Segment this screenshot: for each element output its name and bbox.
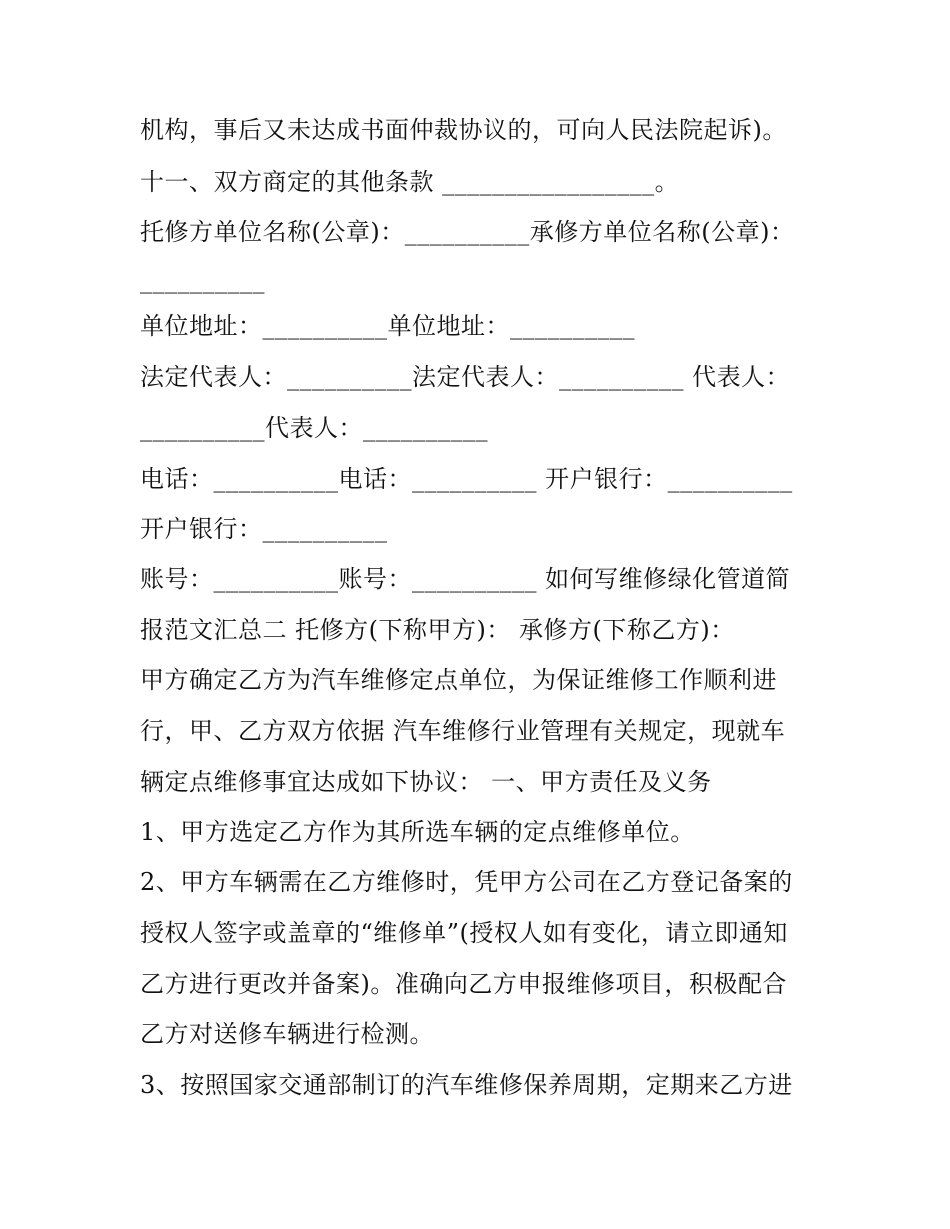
text-line: 辆定点维修事宜达成如下协议： 一、甲方责任及义务 — [140, 768, 712, 796]
text-line: 授权人签字或盖章的“维修单”(授权人如有变化，请立即通知 — [140, 919, 788, 947]
text-line: 账号：__________账号：__________ 如何写维修绿化管道简 — [140, 565, 791, 593]
text-line: 乙方对送修车辆进行检测。 — [140, 1020, 434, 1048]
text-line: 行，甲、乙方双方依据 汽车维修行业管理有关规定，现就车 — [140, 717, 786, 745]
text-line: 机构，事后又未达成书面仲裁协议的，可向人民法院起诉)。 — [140, 116, 787, 144]
text-line: 2、甲方车辆需在乙方维修时，凭甲方公司在乙方登记备案的 — [140, 868, 793, 896]
text-line: 乙方进行更改并备案)。准确向乙方申报维修项目，积极配合 — [140, 970, 787, 998]
text-line: 1、甲方选定乙方作为其所选车辆的定点维修单位。 — [140, 818, 695, 846]
text-line: 开户银行：__________ — [140, 515, 388, 543]
text-line: __________代表人：__________ — [140, 414, 488, 442]
text-line: 电话：__________电话：__________ 开户银行：__________ — [140, 465, 793, 493]
text-line: 十一、双方商定的其他条款 _________________。 — [140, 168, 680, 196]
text-line: 法定代表人：__________法定代表人：__________ 代表人： — [140, 363, 791, 391]
text-line: 托修方单位名称(公章)：__________承修方单位名称(公章)： — [140, 218, 795, 246]
text-line: 甲方确定乙方为汽车维修定点单位，为保证维修工作顺利进 — [140, 666, 777, 694]
text-line: __________ — [140, 266, 265, 294]
text-line: 单位地址：__________单位地址：__________ — [140, 312, 635, 340]
text-line: 3、按照国家交通部制订的汽车维修保养周期，定期来乙方进 — [140, 1071, 793, 1099]
text-line: 报范文汇总二 托修方(下称甲方)： 承修方(下称乙方)： — [140, 616, 735, 644]
